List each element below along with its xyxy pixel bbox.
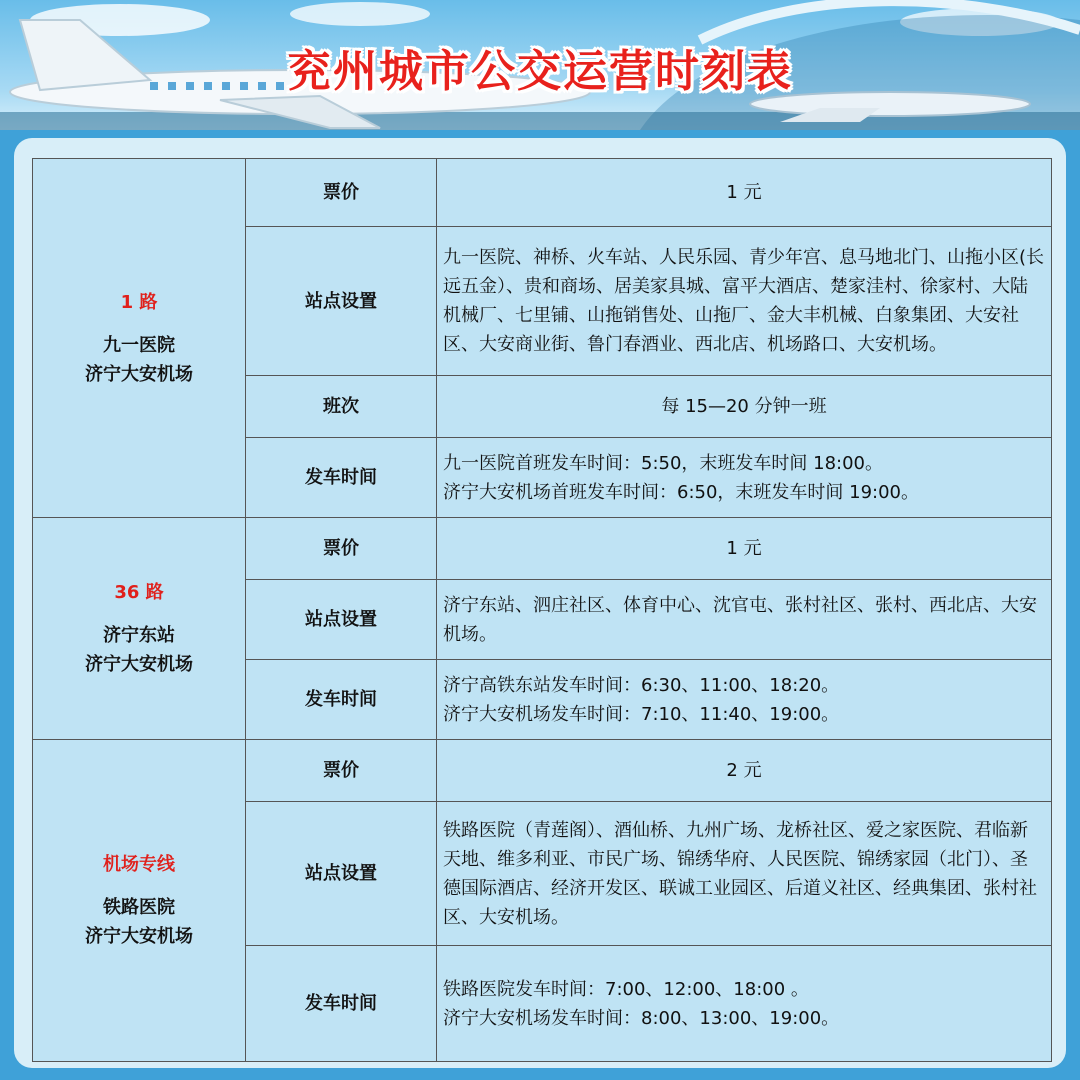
fare-value: 2 元: [437, 740, 1052, 802]
route-origin: 济宁东站: [103, 625, 175, 646]
departure-line: 铁路医院发车时间：7:00、12:00、18:00 。: [443, 978, 809, 1000]
schedule-table: [32, 158, 1052, 1062]
fare-value: 1 元: [437, 518, 1052, 580]
departure-line: 济宁大安机场发车时间：7:10、11:40、19:00。: [443, 703, 840, 725]
route-origin: 铁路医院: [103, 897, 175, 918]
departure-value: [437, 946, 1052, 1062]
page-title: 兖州城市公交运营时刻表: [287, 46, 793, 97]
departure-label: 发车时间: [246, 946, 437, 1062]
route-origin: 九一医院: [103, 334, 175, 356]
fare-value: 1 元: [437, 159, 1052, 227]
departure-line: 济宁大安机场发车时间：8:00、13:00、19:00。: [443, 1007, 840, 1029]
departure-line: 济宁大安机场首班发车时间：6:50，末班发车时间 19:00。: [443, 481, 920, 503]
stops-value: 铁路医院（青莲阁）、酒仙桥、九州广场、龙桥社区、爱之家医院、君临新天地、维多利亚、市民广场、锦绣华府、人民医院、锦绣家园（北门）、圣德国际酒店、经济开发区、联诚工业园区、后道义社区、经典集团、张村社区、大安机场。: [437, 802, 1052, 946]
route-destination: 济宁大安机场: [85, 363, 193, 385]
route-name: 1 路: [120, 291, 158, 313]
fare-label: 票价: [246, 159, 437, 227]
stops-value: 济宁东站、泗庄社区、体育中心、沈官屯、张村社区、张村、西北店、大安机场。: [437, 580, 1052, 660]
departure-value: [437, 660, 1052, 740]
table-row: [33, 159, 1052, 227]
route-cell: [33, 518, 246, 740]
route-destination: 济宁大安机场: [85, 926, 193, 947]
frequency-label: 班次: [246, 376, 437, 438]
departure-label: 发车时间: [246, 438, 437, 518]
header-banner: [0, 0, 1080, 130]
route-name: 36 路: [114, 582, 164, 603]
stops-label: 站点设置: [246, 802, 437, 946]
stops-label: 站点设置: [246, 227, 437, 376]
route-cell: [33, 159, 246, 518]
stops-label: 站点设置: [246, 580, 437, 660]
cloud-icon: [290, 2, 430, 26]
departure-value: [437, 438, 1052, 518]
route-destination: 济宁大安机场: [85, 654, 193, 675]
departure-line: 济宁高铁东站发车时间：6:30、11:00、18:20。: [443, 674, 840, 696]
departure-label: 发车时间: [246, 660, 437, 740]
frequency-value: 每 15—20 分钟一班: [437, 376, 1052, 438]
fare-label: 票价: [246, 518, 437, 580]
stops-value: 九一医院、神桥、火车站、人民乐园、青少年宫、息马地北门、山拖小区(长远五金）、贵和商场、居美家具城、富平大酒店、楚家洼村、徐家村、大陆机械厂、七里铺、山拖销售处、山拖厂、金大丰机械、白象集团、大安社区、大安商业街、鲁门春酒业、西北店、机场路口、大安机场。: [437, 227, 1052, 376]
fare-label: 票价: [246, 740, 437, 802]
route-name: 机场专线: [103, 854, 175, 875]
table-row: [33, 740, 1052, 802]
route-cell: [33, 740, 246, 1062]
table-row: [33, 518, 1052, 580]
departure-line: 九一医院首班发车时间：5:50，末班发车时间 18:00。: [443, 452, 884, 474]
